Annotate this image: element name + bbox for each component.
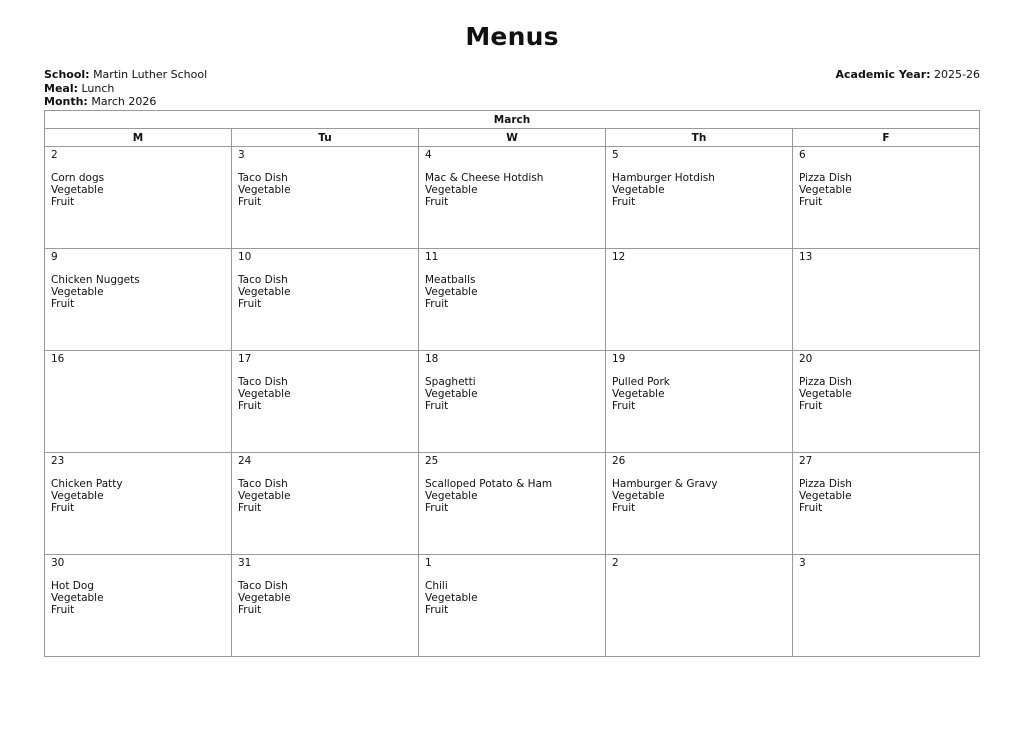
meal-label: Meal: bbox=[44, 81, 78, 95]
menu-item: Fruit bbox=[799, 195, 823, 208]
weekday-header: W bbox=[419, 129, 606, 147]
week-row bbox=[45, 249, 980, 351]
day-cell bbox=[45, 453, 232, 555]
day-cell bbox=[45, 351, 232, 453]
day-cell-content bbox=[232, 147, 418, 208]
day-number: 24 bbox=[238, 455, 252, 467]
day-number: 9 bbox=[51, 251, 58, 263]
menu-item: Vegetable bbox=[238, 591, 291, 604]
page-title: Menus bbox=[465, 22, 559, 51]
menu-item: Vegetable bbox=[51, 489, 104, 502]
day-cell bbox=[793, 351, 980, 453]
menu-item: Fruit bbox=[425, 195, 449, 208]
menu-item: Corn dogs bbox=[51, 172, 105, 185]
day-cell-content bbox=[232, 453, 418, 514]
day-number: 20 bbox=[799, 353, 813, 365]
day-cell-content bbox=[232, 555, 418, 616]
day-cell-content bbox=[45, 147, 231, 208]
weekday-header: F bbox=[793, 129, 980, 147]
day-cell-content bbox=[419, 555, 605, 616]
menu-item: Fruit bbox=[425, 501, 449, 514]
menu-item: Taco Dish bbox=[238, 376, 288, 389]
menu-item: Fruit bbox=[238, 501, 262, 514]
menu-item: Vegetable bbox=[425, 183, 478, 196]
day-cell-content bbox=[793, 453, 979, 514]
menu-item: Hamburger Hotdish bbox=[612, 172, 715, 185]
academic-year-value: 2025-26 bbox=[934, 68, 980, 81]
day-cell bbox=[232, 453, 419, 555]
day-cell bbox=[606, 555, 793, 657]
day-cell-content bbox=[232, 351, 418, 412]
day-number: 30 bbox=[51, 557, 65, 569]
day-number: 23 bbox=[51, 455, 65, 467]
day-cell bbox=[419, 453, 606, 555]
week-row bbox=[45, 453, 980, 555]
menu-item: Taco Dish bbox=[238, 580, 288, 593]
menu-item: Vegetable bbox=[612, 183, 665, 196]
day-number: 26 bbox=[612, 455, 626, 467]
day-cell-content bbox=[45, 351, 231, 366]
menu-item: Vegetable bbox=[51, 591, 104, 604]
week-row bbox=[45, 147, 980, 249]
day-cell-content bbox=[606, 453, 792, 514]
calendar-body bbox=[45, 147, 980, 657]
day-cell-content bbox=[793, 147, 979, 208]
menu-item: Taco Dish bbox=[238, 274, 288, 287]
day-cell bbox=[606, 453, 793, 555]
day-number: 25 bbox=[425, 455, 439, 467]
day-cell bbox=[232, 351, 419, 453]
day-number: 2 bbox=[51, 149, 58, 161]
meal-value: Lunch bbox=[81, 81, 115, 95]
menu-item: Fruit bbox=[238, 195, 262, 208]
menu-item: Fruit bbox=[51, 195, 75, 208]
menu-item: Vegetable bbox=[51, 183, 104, 196]
school-label: School: bbox=[44, 68, 90, 81]
menu-item: Vegetable bbox=[238, 183, 291, 196]
week-row bbox=[45, 555, 980, 657]
menu-item: Vegetable bbox=[238, 489, 291, 502]
menu-item: Vegetable bbox=[425, 591, 478, 604]
day-cell bbox=[606, 249, 793, 351]
month-line bbox=[44, 95, 207, 109]
menu-item: Fruit bbox=[612, 399, 636, 412]
day-cell-content bbox=[45, 249, 231, 310]
menu-item: Chicken Nuggets bbox=[51, 274, 140, 287]
menu-item: Fruit bbox=[612, 195, 636, 208]
month-header: March bbox=[45, 111, 980, 129]
academic-year bbox=[835, 68, 980, 82]
day-cell bbox=[419, 147, 606, 249]
menu-item: Pizza Dish bbox=[799, 478, 852, 491]
menu-item: Vegetable bbox=[612, 387, 665, 400]
menu-item: Fruit bbox=[612, 501, 636, 514]
day-number: 5 bbox=[612, 149, 619, 161]
day-cell bbox=[606, 351, 793, 453]
menu-item: Pizza Dish bbox=[799, 172, 852, 185]
month-value: March 2026 bbox=[91, 95, 157, 109]
menu-item: Fruit bbox=[425, 603, 449, 616]
day-cell-content bbox=[45, 555, 231, 616]
day-cell-content bbox=[793, 555, 979, 570]
menu-item: Chicken Patty bbox=[51, 478, 123, 491]
day-cell bbox=[232, 147, 419, 249]
school-value: Martin Luther School bbox=[93, 68, 208, 81]
week-row bbox=[45, 351, 980, 453]
menu-item: Vegetable bbox=[425, 387, 478, 400]
menu-info bbox=[44, 68, 207, 109]
day-number: 31 bbox=[238, 557, 252, 569]
menu-item: Vegetable bbox=[238, 387, 291, 400]
day-cell bbox=[232, 249, 419, 351]
day-cell bbox=[232, 555, 419, 657]
day-cell-content bbox=[419, 351, 605, 412]
school-line bbox=[44, 68, 207, 82]
menu-item: Vegetable bbox=[612, 489, 665, 502]
day-cell-content bbox=[45, 453, 231, 514]
menu-item: Meatballs bbox=[425, 274, 476, 287]
menu-item: Vegetable bbox=[799, 489, 852, 502]
month-header-row bbox=[45, 111, 980, 129]
menu-item: Pizza Dish bbox=[799, 376, 852, 389]
day-cell bbox=[45, 147, 232, 249]
day-number: 3 bbox=[799, 557, 806, 569]
day-cell-content bbox=[419, 453, 605, 514]
menu-item: Vegetable bbox=[238, 285, 291, 298]
day-number: 19 bbox=[612, 353, 626, 365]
day-cell-content bbox=[606, 351, 792, 412]
day-number: 1 bbox=[425, 557, 432, 569]
day-number: 16 bbox=[51, 353, 65, 365]
day-cell-content bbox=[606, 147, 792, 208]
menu-item: Fruit bbox=[799, 501, 823, 514]
weekday-header: Tu bbox=[232, 129, 419, 147]
day-cell bbox=[45, 249, 232, 351]
menu-item: Fruit bbox=[425, 399, 449, 412]
menu-item: Fruit bbox=[425, 297, 449, 310]
day-number: 10 bbox=[238, 251, 252, 263]
weekday-header: M bbox=[45, 129, 232, 147]
month-label: Month: bbox=[44, 95, 88, 109]
menu-item: Fruit bbox=[238, 603, 262, 616]
menu-item: Fruit bbox=[51, 603, 75, 616]
menu-item: Pulled Pork bbox=[612, 376, 670, 389]
day-cell-content bbox=[606, 249, 792, 264]
menu-item: Spaghetti bbox=[425, 376, 476, 389]
menu-item: Vegetable bbox=[51, 285, 104, 298]
menu-calendar bbox=[44, 110, 980, 657]
academic-year-label: Academic Year: bbox=[835, 68, 931, 81]
day-cell bbox=[45, 555, 232, 657]
menu-item: Fruit bbox=[238, 297, 262, 310]
day-cell bbox=[793, 453, 980, 555]
day-cell-content bbox=[793, 249, 979, 264]
day-number: 17 bbox=[238, 353, 252, 365]
day-number: 4 bbox=[425, 149, 432, 161]
day-cell-content bbox=[232, 249, 418, 310]
menu-item: Fruit bbox=[238, 399, 262, 412]
day-cell bbox=[419, 351, 606, 453]
day-cell bbox=[419, 249, 606, 351]
day-number: 13 bbox=[799, 251, 813, 263]
day-cell-content bbox=[793, 351, 979, 412]
day-cell-content bbox=[419, 147, 605, 208]
day-number: 12 bbox=[612, 251, 626, 263]
menu-item: Taco Dish bbox=[238, 172, 288, 185]
menu-item: Hamburger & Gravy bbox=[612, 478, 718, 491]
menu-item: Mac & Cheese Hotdish bbox=[425, 172, 544, 185]
day-number: 2 bbox=[612, 557, 619, 569]
day-cell bbox=[793, 555, 980, 657]
day-number: 18 bbox=[425, 353, 439, 365]
weekday-header-row bbox=[45, 129, 980, 147]
menu-item: Fruit bbox=[51, 297, 75, 310]
day-number: 3 bbox=[238, 149, 245, 161]
menu-item: Hot Dog bbox=[51, 580, 94, 593]
weekday-header: Th bbox=[606, 129, 793, 147]
menu-item: Chili bbox=[425, 580, 448, 593]
menu-item: Taco Dish bbox=[238, 478, 288, 491]
day-cell bbox=[606, 147, 793, 249]
day-cell-content bbox=[606, 555, 792, 570]
day-number: 11 bbox=[425, 251, 439, 263]
day-cell-content bbox=[419, 249, 605, 310]
day-number: 27 bbox=[799, 455, 813, 467]
day-cell bbox=[793, 249, 980, 351]
menu-item: Scalloped Potato & Ham bbox=[425, 478, 553, 491]
menu-item: Fruit bbox=[51, 501, 75, 514]
menu-item: Vegetable bbox=[425, 489, 478, 502]
menu-item: Vegetable bbox=[425, 285, 478, 298]
day-cell bbox=[419, 555, 606, 657]
menu-item: Vegetable bbox=[799, 183, 852, 196]
menu-item: Fruit bbox=[799, 399, 823, 412]
menu-item: Vegetable bbox=[799, 387, 852, 400]
day-cell bbox=[793, 147, 980, 249]
meal-line bbox=[44, 82, 207, 96]
day-number: 6 bbox=[799, 149, 806, 161]
